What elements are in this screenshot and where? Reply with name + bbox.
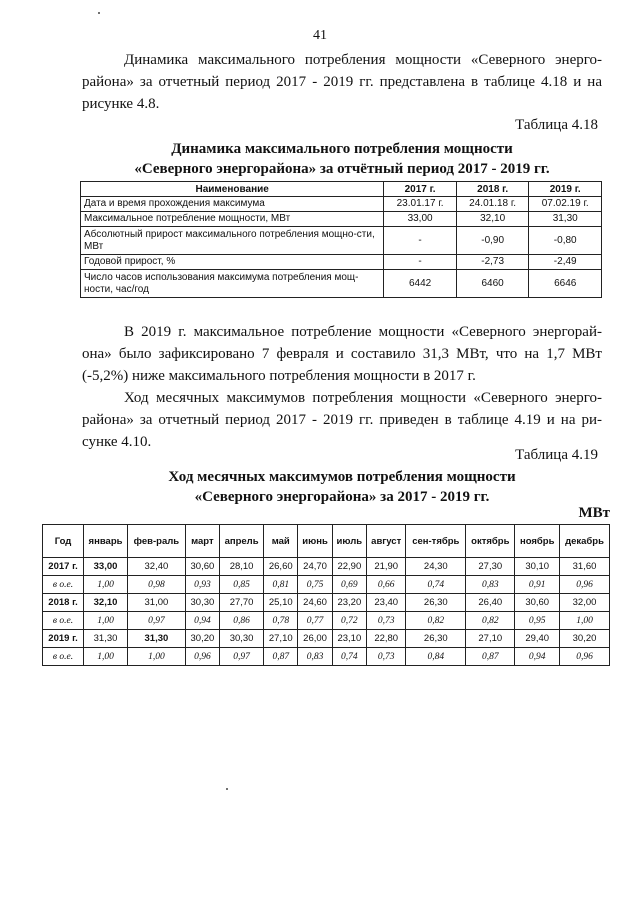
table-cell: 0,87	[264, 648, 298, 666]
column-header: январь	[84, 525, 128, 558]
row-label: 2018 г.	[43, 594, 84, 612]
intro-paragraph: Динамика максимального потребления мощности «Северного энерго-района» за отчетный период 2017 - 2019 гг. представлена в таблице 4.18 и на рисунке 4.8.	[82, 52, 602, 112]
table-cell: 0,91	[515, 576, 560, 594]
table-cell: 0,95	[515, 612, 560, 630]
table-cell: 0,98	[128, 576, 186, 594]
table-cell: 6460	[456, 270, 529, 298]
table-cell: 0,85	[220, 576, 264, 594]
table-cell: 23,20	[332, 594, 366, 612]
column-header: март	[185, 525, 219, 558]
table-cell: 0,66	[367, 576, 406, 594]
table-cell: 26,40	[466, 594, 515, 612]
row-label: Дата и время прохождения максимума	[81, 197, 384, 212]
table-cell: 0,93	[185, 576, 219, 594]
table-cell: 26,60	[264, 558, 298, 576]
table-title-line: «Северного энергорайона» за 2017 - 2019 гг.	[194, 489, 490, 505]
column-header: 2018 г.	[456, 182, 529, 197]
table-cell: 6646	[529, 270, 602, 298]
table-cell: 0,94	[515, 648, 560, 666]
table-4-18-number: Таблица 4.18	[515, 117, 598, 133]
table-cell: -	[384, 227, 457, 255]
column-header: август	[367, 525, 406, 558]
table-cell: 1,00	[84, 576, 128, 594]
table-cell: 0,77	[298, 612, 332, 630]
table-cell: 27,10	[264, 630, 298, 648]
table-cell: -	[384, 255, 457, 270]
table-cell: 24,70	[298, 558, 332, 576]
table-cell: 30,60	[185, 558, 219, 576]
column-header: октябрь	[466, 525, 515, 558]
table-cell: 24,60	[298, 594, 332, 612]
table-cell: 30,60	[515, 594, 560, 612]
table-row	[43, 558, 610, 576]
table-cell: 29,40	[515, 630, 560, 648]
table-row	[43, 594, 610, 612]
page-number: 41	[313, 28, 327, 43]
table-cell: 0,87	[466, 648, 515, 666]
table-cell: 0,86	[220, 612, 264, 630]
row-label: в о.е.	[43, 576, 84, 594]
table-title-line: Ход месячных максимумов потребления мощности	[168, 469, 516, 485]
table-4-19-title	[82, 467, 602, 507]
table-cell: 0,97	[220, 648, 264, 666]
table-cell: 1,00	[560, 612, 610, 630]
column-header: июль	[332, 525, 366, 558]
table-4-18-title	[82, 139, 602, 179]
table-cell: 1,00	[84, 648, 128, 666]
table-row	[81, 227, 602, 255]
column-header: ноябрь	[515, 525, 560, 558]
table-cell: 0,97	[128, 612, 186, 630]
table-cell: 31,30	[84, 630, 128, 648]
table-row	[43, 612, 610, 630]
table-cell: 23,10	[332, 630, 366, 648]
table-cell: 30,20	[185, 630, 219, 648]
table-cell: 24,30	[406, 558, 466, 576]
table-cell: -0,80	[529, 227, 602, 255]
table-cell: 0,96	[185, 648, 219, 666]
table-row	[43, 576, 610, 594]
table-cell: -2,73	[456, 255, 529, 270]
table-cell: 31,60	[560, 558, 610, 576]
table-cell: 27,10	[466, 630, 515, 648]
table-cell: 0,96	[560, 648, 610, 666]
table-cell: 32,40	[128, 558, 186, 576]
table-cell: 21,90	[367, 558, 406, 576]
column-header: Год	[43, 525, 84, 558]
table-cell: 0,73	[367, 648, 406, 666]
table-cell: 0,82	[466, 612, 515, 630]
column-header: Наименование	[81, 182, 384, 197]
table-cell: 0,78	[264, 612, 298, 630]
table-row	[81, 197, 602, 212]
column-header: сен-тябрь	[406, 525, 466, 558]
table-cell: 23.01.17 г.	[384, 197, 457, 212]
table-cell: 25,10	[264, 594, 298, 612]
table-cell: 22,90	[332, 558, 366, 576]
table-cell: 26,30	[406, 594, 466, 612]
table-cell: 30,30	[220, 630, 264, 648]
table-cell: 31,30	[128, 630, 186, 648]
table-row	[43, 648, 610, 666]
table-cell: 0,94	[185, 612, 219, 630]
scan-speck	[226, 788, 228, 790]
table-cell: 30,20	[560, 630, 610, 648]
table-row	[81, 270, 602, 298]
table-cell: 0,75	[298, 576, 332, 594]
table-cell: 0,84	[406, 648, 466, 666]
table-cell: 31,00	[128, 594, 186, 612]
monthly-paragraph: Ход месячных максимумов потребления мощности «Северного энерго-района» за отчетный период 2017 - 2019 гг. приведен в таблице 4.19 и на ри-сунке 4.10.	[82, 390, 602, 450]
column-header: апрель	[220, 525, 264, 558]
table-row	[81, 212, 602, 227]
table-4-19	[42, 524, 610, 666]
table-cell: 07.02.19 г.	[529, 197, 602, 212]
table-header-row	[81, 182, 602, 197]
table-header-row	[43, 525, 610, 558]
table-cell: 23,40	[367, 594, 406, 612]
table-cell: 26,30	[406, 630, 466, 648]
summary-paragraph: В 2019 г. максимальное потребление мощности «Северного энергорай-она» было зафиксировано 7 февраля и составило 31,3 МВт, что на 1,7 МВт (-5,2%) ниже максимального потребления мощности в 2017 г.	[82, 324, 602, 384]
column-header: июнь	[298, 525, 332, 558]
table-title-line: Динамика максимального потребления мощности	[171, 141, 513, 157]
table-cell: -2,49	[529, 255, 602, 270]
table-row	[81, 255, 602, 270]
row-label: в о.е.	[43, 612, 84, 630]
table-4-18	[80, 181, 602, 298]
table-cell: 33,00	[84, 558, 128, 576]
table-cell: 24.01.18 г.	[456, 197, 529, 212]
table-cell: 0,83	[466, 576, 515, 594]
column-header: декабрь	[560, 525, 610, 558]
table-cell: 33,00	[384, 212, 457, 227]
table-title-line: «Северного энергорайона» за отчётный период 2017 - 2019 гг.	[134, 161, 550, 177]
table-cell: 0,83	[298, 648, 332, 666]
table-4-19-number: Таблица 4.19	[515, 447, 598, 463]
table-cell: 31,30	[529, 212, 602, 227]
table-cell: 0,81	[264, 576, 298, 594]
table-cell: 0,72	[332, 612, 366, 630]
table-cell: 32,00	[560, 594, 610, 612]
table-cell: 0,96	[560, 576, 610, 594]
table-cell: 0,74	[332, 648, 366, 666]
row-label: Максимальное потребление мощности, МВт	[81, 212, 384, 227]
row-label: Число часов использования максимума потребления мощ-ности, час/год	[81, 270, 384, 298]
scan-speck	[98, 12, 100, 14]
table-cell: 30,10	[515, 558, 560, 576]
table-cell: 6442	[384, 270, 457, 298]
column-header: май	[264, 525, 298, 558]
table-cell: -0,90	[456, 227, 529, 255]
row-label: 2017 г.	[43, 558, 84, 576]
table-cell: 27,30	[466, 558, 515, 576]
row-label: в о.е.	[43, 648, 84, 666]
table-cell: 0,74	[406, 576, 466, 594]
row-label: Абсолютный прирост максимального потребления мощно-сти, МВт	[81, 227, 384, 255]
table-cell: 22,80	[367, 630, 406, 648]
table-cell: 32,10	[84, 594, 128, 612]
table-cell: 0,73	[367, 612, 406, 630]
table-cell: 0,69	[332, 576, 366, 594]
table-cell: 30,30	[185, 594, 219, 612]
table-cell: 27,70	[220, 594, 264, 612]
table-row	[43, 630, 610, 648]
table-cell: 1,00	[84, 612, 128, 630]
column-header: 2017 г.	[384, 182, 457, 197]
table-cell: 26,00	[298, 630, 332, 648]
table-cell: 1,00	[128, 648, 186, 666]
column-header: фев-раль	[128, 525, 186, 558]
table-cell: 0,82	[406, 612, 466, 630]
table-cell: 32,10	[456, 212, 529, 227]
row-label: 2019 г.	[43, 630, 84, 648]
table-unit: МВт	[578, 505, 610, 521]
table-cell: 28,10	[220, 558, 264, 576]
row-label: Годовой прирост, %	[81, 255, 384, 270]
column-header: 2019 г.	[529, 182, 602, 197]
